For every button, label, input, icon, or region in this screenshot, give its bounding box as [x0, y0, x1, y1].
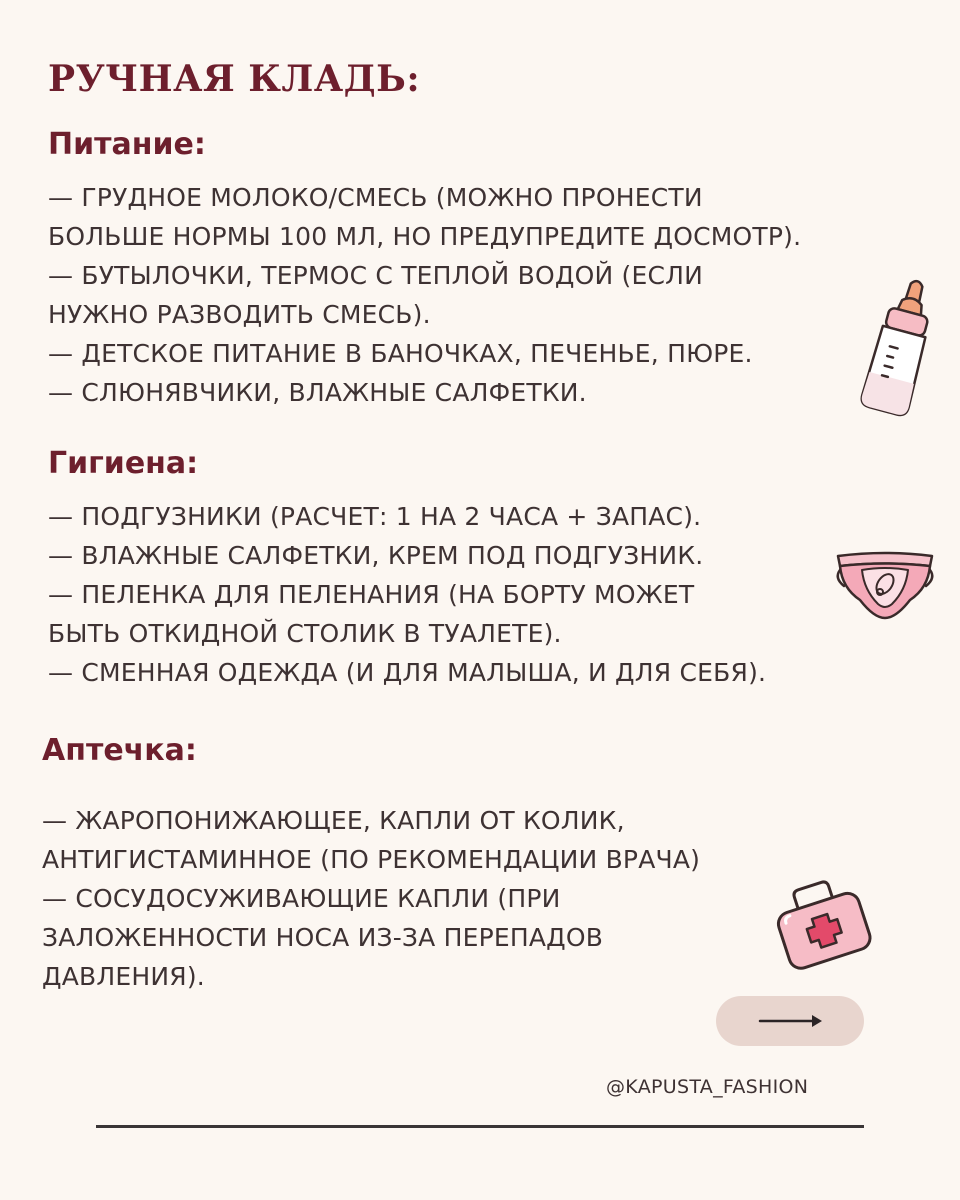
- list-item: НУЖНО РАЗВОДИТЬ СМЕСЬ).: [48, 300, 431, 329]
- list-item: — ЖАРОПОНИЖАЮЩЕЕ, КАПЛИ ОТ КОЛИК,: [42, 806, 625, 835]
- list-item: — ПОДГУЗНИКИ (РАСЧЕТ: 1 НА 2 ЧАСА + ЗАПАС).: [48, 502, 702, 531]
- list-item: — СМЕННАЯ ОДЕЖДА (И ДЛЯ МАЛЫША, И ДЛЯ СЕБЯ).: [48, 658, 767, 687]
- section-heading-hygiene: Гигиена:: [48, 446, 199, 481]
- section-heading-firstaid: Аптечка:: [42, 733, 197, 768]
- list-item: ДАВЛЕНИЯ).: [42, 962, 205, 991]
- next-button[interactable]: [716, 996, 864, 1046]
- list-item: — ПЕЛЕНКА ДЛЯ ПЕЛЕНАНИЯ (НА БОРТУ МОЖЕТ: [48, 580, 695, 609]
- baby-bottle-icon: [850, 275, 950, 420]
- list-item: ЗАЛОЖЕННОСТИ НОСА ИЗ-ЗА ПЕРЕПАДОВ: [42, 923, 604, 952]
- divider: [96, 1125, 864, 1128]
- section-hygiene: [48, 446, 938, 692]
- list-item: БЫТЬ ОТКИДНОЙ СТОЛИК В ТУАЛЕТЕ).: [48, 619, 562, 648]
- list-item: — СОСУДОСУЖИВАЮЩИЕ КАПЛИ (ПРИ: [42, 884, 561, 913]
- section-food: [48, 127, 938, 412]
- arrow-right-icon: [758, 1011, 824, 1031]
- section-heading-food: Питание:: [48, 127, 206, 162]
- list-item: — ГРУДНОЕ МОЛОКО/СМЕСЬ (МОЖНО ПРОНЕСТИ: [48, 183, 703, 212]
- list-item: БОЛЬШЕ НОРМЫ 100 МЛ, НО ПРЕДУПРЕДИТЕ ДОСМОТР).: [48, 222, 802, 251]
- diaper-icon: [830, 548, 940, 623]
- food-list: [48, 178, 938, 412]
- list-item: — ВЛАЖНЫЕ САЛФЕТКИ, КРЕМ ПОД ПОДГУЗНИК.: [48, 541, 704, 570]
- list-item: — ДЕТСКОЕ ПИТАНИЕ В БАНОЧКАХ, ПЕЧЕНЬЕ, ПЮРЕ.: [48, 339, 753, 368]
- hygiene-list: [48, 497, 938, 692]
- list-item: АНТИГИСТАМИННОЕ (ПО РЕКОМЕНДАЦИИ ВРАЧА): [42, 845, 701, 874]
- list-item: — БУТЫЛОЧКИ, ТЕРМОС С ТЕПЛОЙ ВОДОЙ (ЕСЛИ: [48, 261, 703, 290]
- first-aid-kit-icon: [767, 872, 879, 972]
- list-item: — СЛЮНЯВЧИКИ, ВЛАЖНЫЕ САЛФЕТКИ.: [48, 378, 587, 407]
- page-title: РУЧНАЯ КЛАДЬ:: [48, 58, 421, 100]
- author-handle: @KAPUSTA_FASHION: [606, 1076, 809, 1098]
